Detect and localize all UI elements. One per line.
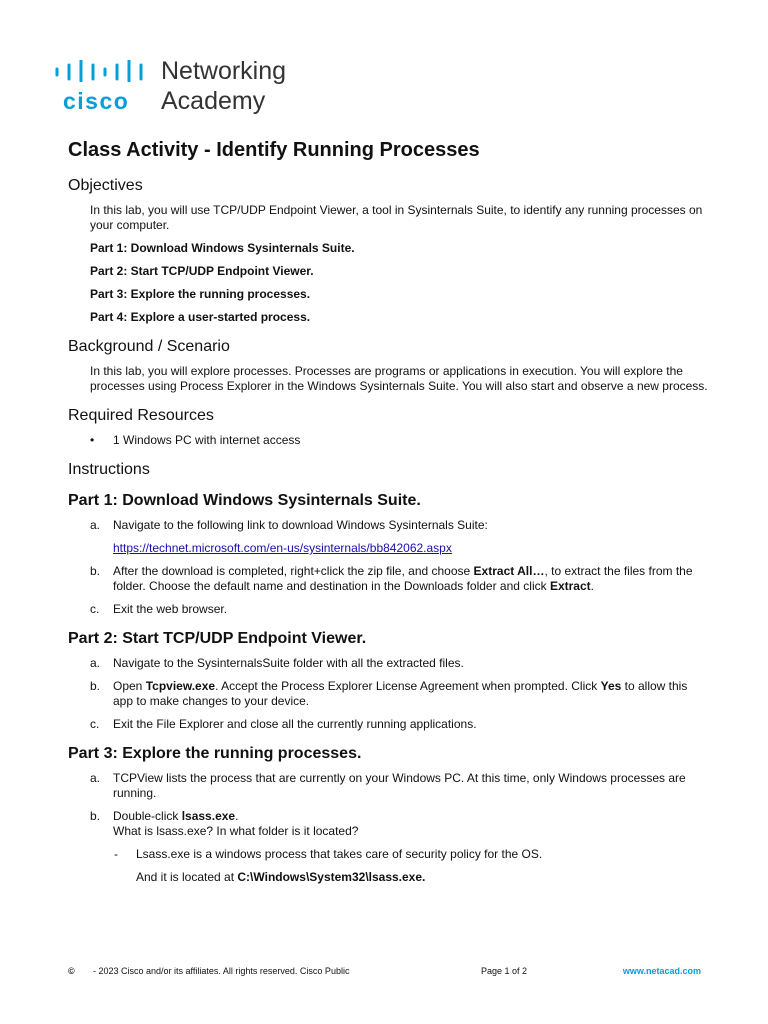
part2-step-a-text: Navigate to the SysinternalsSuite folder with all the extracted files. — [113, 656, 464, 670]
step-letter: a. — [90, 656, 101, 670]
part2-step-c — [68, 717, 708, 732]
part1-heading: Part 1: Download Windows Sysinternals Suite. — [68, 492, 421, 509]
dash-marker: - — [114, 847, 118, 861]
part3-step-a-text: TCPView lists the process that are currently on your Windows PC. At this time, only Windows processes are running. — [113, 771, 686, 800]
step-letter: b. — [90, 564, 101, 578]
document-body — [68, 138, 708, 893]
part1-step-b-pre: After the download is completed, right+click the zip file, and choose — [113, 564, 474, 578]
part2-step-b-end: to allow this app to make changes to your device. — [113, 679, 688, 708]
part1-step-b — [68, 564, 708, 594]
part1-step-a — [68, 518, 708, 533]
objective-part-2: Part 2: Start TCP/UDP Endpoint Viewer. — [90, 264, 314, 278]
page-title: Class Activity - Identify Running Processes — [68, 139, 480, 161]
step-letter: c. — [90, 717, 100, 731]
objective-part-3: Part 3: Explore the running processes. — [90, 287, 311, 301]
part1-link-line — [113, 541, 708, 556]
step-letter: b. — [90, 809, 101, 823]
part1-step-a-text: Navigate to the following link to download Windows Sysinternals Suite: — [113, 518, 488, 532]
part3-answer-location — [136, 870, 708, 885]
lsass-path: C:\Windows\System32\lsass.exe. — [237, 870, 426, 884]
bullet-marker: • — [90, 433, 95, 447]
part1-step-c — [68, 602, 708, 617]
part3-step-b — [68, 809, 708, 839]
logo-academy: Academy — [161, 87, 266, 115]
step-letter: a. — [90, 771, 101, 785]
cisco-bars-icon — [54, 60, 150, 82]
part1-step-b-end: . — [590, 579, 594, 593]
extract-label: Extract — [549, 579, 591, 593]
cisco-wordmark: cisco — [63, 88, 130, 114]
part3-step-b-pre: Double-click — [113, 809, 182, 823]
footer-copyright: - 2023 Cisco and/or its affiliates. All rights reserved. Cisco Public — [93, 966, 350, 976]
sysinternals-download-link[interactable]: https://technet.microsoft.com/en-us/sysinternals/bb842062.aspx — [113, 541, 452, 555]
part1-step-c-text: Exit the web browser. — [113, 602, 228, 616]
part2-step-a — [68, 656, 708, 671]
cisco-networking-academy-logo — [54, 58, 304, 118]
resource-item — [68, 433, 708, 448]
background-text: In this lab, you will explore processes. Processes are programs or applications in execution. You will explore the processes using Process Explorer in the Windows Sysinternals Suite. You will also start and observe a new process. — [90, 364, 708, 393]
copyright-icon: © — [68, 966, 75, 976]
part2-heading: Part 2: Start TCP/UDP Endpoint Viewer. — [68, 630, 367, 647]
part3-answer — [68, 847, 708, 862]
background-heading: Background / Scenario — [68, 338, 230, 355]
part3-step-b-end: . — [235, 809, 239, 823]
part2-step-b-mid: . Accept the Process Explorer License Agreement when prompted. Click — [215, 679, 601, 693]
page-footer — [68, 965, 708, 979]
instructions-heading: Instructions — [68, 461, 150, 478]
lsass-exe-label: lsass.exe — [181, 809, 236, 823]
footer-page-number: Page 1 of 2 — [481, 966, 528, 976]
step-letter: b. — [90, 679, 101, 693]
yes-label: Yes — [600, 679, 622, 693]
logo-networking: Networking — [161, 57, 287, 85]
step-letter: c. — [90, 602, 100, 616]
resource-item-text: 1 Windows PC with internet access — [113, 433, 301, 447]
step-letter: a. — [90, 518, 101, 532]
part3-answer-text: Lsass.exe is a windows process that takes care of security policy for the OS. — [136, 847, 543, 861]
part2-step-b-pre: Open — [113, 679, 146, 693]
objectives-intro: In this lab, you will use TCP/UDP Endpoint Viewer, a tool in Sysinternals Suite, to identify any running processes on your computer. — [90, 203, 703, 232]
objective-part-1: Part 1: Download Windows Sysinternals Suite. — [90, 241, 355, 255]
tcpview-exe-label: Tcpview.exe — [145, 679, 216, 693]
part3-answer2-pre: And it is located at — [136, 870, 238, 884]
part3-heading: Part 3: Explore the running processes. — [68, 745, 362, 762]
part2-step-c-text: Exit the File Explorer and close all the currently running applications. — [113, 717, 477, 731]
objectives-heading: Objectives — [68, 177, 143, 194]
part2-step-b — [68, 679, 708, 709]
part3-question: What is lsass.exe? In what folder is it located? — [113, 824, 359, 838]
footer-url[interactable]: www.netacad.com — [622, 966, 701, 976]
part1-step-b-mid: , to extract the files from the folder. Choose the default name and destination in the Downloads folder and click — [113, 564, 693, 593]
part3-step-a — [68, 771, 708, 801]
extract-all-label: Extract All… — [473, 564, 545, 578]
objective-part-4: Part 4: Explore a user-started process. — [90, 310, 311, 324]
resources-heading: Required Resources — [68, 407, 214, 424]
